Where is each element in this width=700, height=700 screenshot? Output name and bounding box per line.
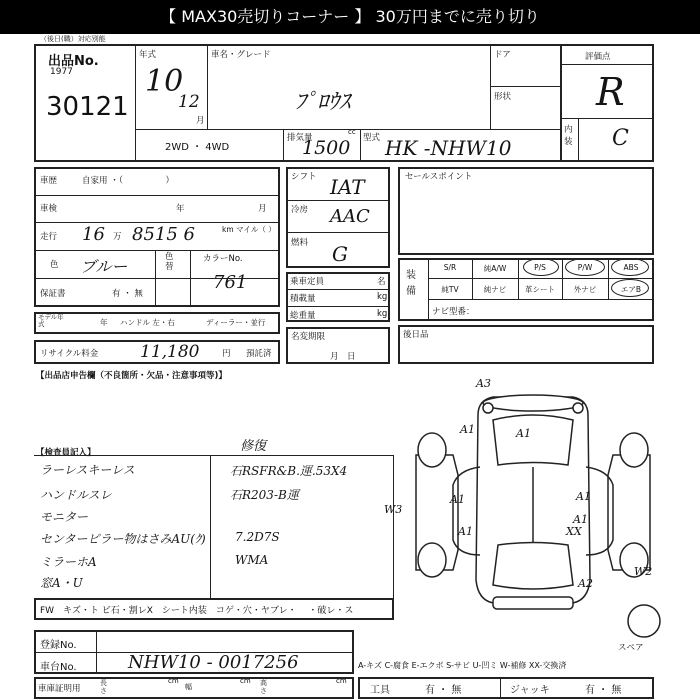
shift-label: シフト <box>291 172 317 182</box>
cert-box <box>34 677 354 699</box>
model-year-label: モデル年式 <box>38 313 64 328</box>
mileage-unit: km マイル（ ） <box>222 225 276 234</box>
door-label: ドア <box>494 50 511 60</box>
history-label: 車歴 <box>40 176 58 186</box>
exhibitor-report-label: 【出品店申告欄（不良箇所・欠品・注意事項等)】 <box>36 371 227 381</box>
tools-options: 有 ・ 無 <box>425 685 462 696</box>
score-label: 評価点 <box>585 52 611 62</box>
reg-no-label: 登録No. <box>40 640 77 651</box>
mark-a1-4: A1 <box>576 490 591 503</box>
month-unit: 月 <box>196 116 205 126</box>
mark-w3: W3 <box>384 503 403 516</box>
weight-unit: kg <box>377 309 388 319</box>
recycle-value: 11,180 <box>140 342 200 362</box>
dealer-options: ディーラー・並行 <box>206 318 266 327</box>
equip-sr: S/R <box>443 263 457 272</box>
deadline-unit: 月 日 <box>330 352 356 362</box>
note-left-6: 窓A・U <box>40 576 83 590</box>
year-label: 年式 <box>139 50 157 60</box>
circle-ps <box>523 258 559 276</box>
note-left-1: ラーレスキーレス <box>40 463 135 477</box>
color-value: ブルー <box>80 257 128 276</box>
note-right-1: 修復 <box>240 439 267 454</box>
note-right-3: 石R203-B運 <box>230 488 299 502</box>
damage-legend: A-キズ C-腐食 E-エクボ S-サビ U-凹ミ W-補修 XX-交換済 <box>358 661 567 670</box>
mark-w2: W2 <box>634 565 653 578</box>
equip-airbag: エアB <box>620 285 642 294</box>
type-value: HK -NHW10 <box>385 136 512 160</box>
displacement-label: 排気量 <box>287 133 313 143</box>
color-label: 色 <box>50 260 59 270</box>
circle-airbag <box>611 279 649 297</box>
history-value: 自家用 ・（ ） <box>82 176 174 186</box>
note-left-5: ミラーホA <box>40 555 97 569</box>
load-unit: kg <box>377 292 388 302</box>
mark-a1-5: A1 <box>458 525 473 538</box>
warranty-label: 保証書 <box>40 289 66 299</box>
cert-length: 長さ <box>100 679 107 695</box>
chassis-label: 車台No. <box>40 662 77 673</box>
displacement-value: 1500 <box>302 137 351 159</box>
mark-a2: A2 <box>578 577 593 590</box>
model-label: 車名・グレード <box>211 50 271 60</box>
equip-navi: 純ナビ <box>483 285 507 294</box>
drive-options: 2WD ・ 4WD <box>165 142 230 153</box>
equip-ext-navi: 外ナビ <box>573 285 597 294</box>
shift-value: IAT <box>330 175 365 199</box>
score-value: R <box>596 70 625 114</box>
color-change-label: 色替 <box>165 252 174 272</box>
circle-abs <box>611 258 649 276</box>
circle-pw <box>565 258 605 276</box>
note-left-2: ハンドルスレ <box>40 488 112 502</box>
ac-label: 冷房 <box>291 205 309 215</box>
spare-label: スペア <box>618 643 644 653</box>
fw-row: FW キズ・ト ビ石・割レX シート内装 コゲ・穴・ヤブレ・ ・破レ・ス <box>40 606 354 616</box>
inspection-month: 月 <box>258 204 267 214</box>
after-label: 後日品 <box>403 330 429 340</box>
cert-width: 幅 <box>185 683 192 691</box>
color-no-label: カラーNo. <box>203 254 243 264</box>
lot-sub: 1977 <box>50 67 73 77</box>
mark-a1-3: A1 <box>450 493 465 506</box>
recycle-unit: 円 <box>222 349 231 359</box>
chassis-value: NHW10 - 0017256 <box>128 652 299 673</box>
fuel-label: 燃料 <box>291 238 309 248</box>
mileage-value: 8515 6 <box>132 224 195 245</box>
inspection-year: 年 <box>176 204 185 214</box>
year-month: 12 <box>178 92 200 112</box>
mileage-label: 走行 <box>40 232 58 242</box>
mileage-man: 16 <box>82 224 105 245</box>
recycle-label: リサイクル料金 <box>40 349 99 359</box>
note-right-2: 石RSFR&B.運.53X4 <box>230 464 348 478</box>
type-label: 型式 <box>363 133 381 143</box>
warranty-options: 有 ・ 無 <box>112 289 143 299</box>
model-year-year: 年 <box>100 318 108 327</box>
weight-label: 総重量 <box>290 311 316 321</box>
interior-label: 内装 <box>564 125 573 147</box>
inspection-label: 車検 <box>40 204 58 214</box>
equip-tv: 純TV <box>441 285 459 294</box>
header-note: （後日(職）対応別能 <box>40 35 106 43</box>
note-right-5: WMA <box>235 553 269 567</box>
cert-height: 高さ <box>260 679 267 695</box>
capacity-unit: 名 <box>377 277 386 287</box>
inspector-label: 【検査員記入】 <box>36 448 96 458</box>
jack-options: 有 ・ 無 <box>585 685 622 696</box>
interior-value: C <box>612 126 629 151</box>
shape-label: 形状 <box>494 92 512 102</box>
load-label: 積載量 <box>290 294 316 304</box>
recycle-note: 預託済 <box>246 349 272 359</box>
color-no: 761 <box>213 272 248 293</box>
cert-unit-1: cm <box>168 677 179 685</box>
note-right-4: 7.2D7S <box>235 530 280 544</box>
mark-a1-6: A1 <box>573 513 588 526</box>
model-value: ﾌﾟﾛｳｽ <box>295 90 351 115</box>
note-left-4: センターピラー物はさみAU(ｸ) <box>40 532 206 546</box>
nav-label: ナビ型番： <box>432 307 475 317</box>
mark-a1-2: A1 <box>516 427 531 440</box>
after-box <box>398 325 654 364</box>
year-value: 10 <box>145 64 184 99</box>
capacity-label: 乗車定員 <box>290 277 325 287</box>
mark-xx: XX <box>566 525 582 538</box>
lot-label: 出品No. <box>48 54 99 69</box>
banner: 【 MAX30売切りコーナー 】 30万円までに売り切り <box>0 0 700 34</box>
handle-options: ハンドル 左・右 <box>120 318 175 327</box>
sales-point-label: セールスポイント <box>405 172 473 182</box>
tools-label: 工具 <box>370 685 390 696</box>
equip-abs: ABS <box>623 263 639 272</box>
mileage-man-unit: 万 <box>113 232 122 242</box>
mark-a3: A3 <box>476 377 491 390</box>
cert-unit-3: cm <box>336 677 347 685</box>
cert-label: 車庫証明用 <box>38 684 81 694</box>
cert-unit-2: cm <box>240 677 251 685</box>
deadline-label: 名変期限 <box>291 332 326 342</box>
fuel-value: G <box>332 242 348 266</box>
displacement-unit: cc <box>348 128 356 136</box>
mark-a1-1: A1 <box>460 423 475 436</box>
equip-aw: 純A/W <box>483 264 507 273</box>
car-diagram <box>384 375 698 635</box>
jack-label: ジャッキ <box>510 685 550 696</box>
equip-leather: 革シート <box>525 285 555 294</box>
ac-value: AAC <box>330 206 370 227</box>
note-left-3: モニター <box>40 510 89 524</box>
equip-pw: P/W <box>577 263 593 272</box>
equipment-label: 装備 <box>406 270 416 297</box>
equip-ps: P/S <box>534 263 546 272</box>
lot-number: 30121 <box>46 92 129 122</box>
